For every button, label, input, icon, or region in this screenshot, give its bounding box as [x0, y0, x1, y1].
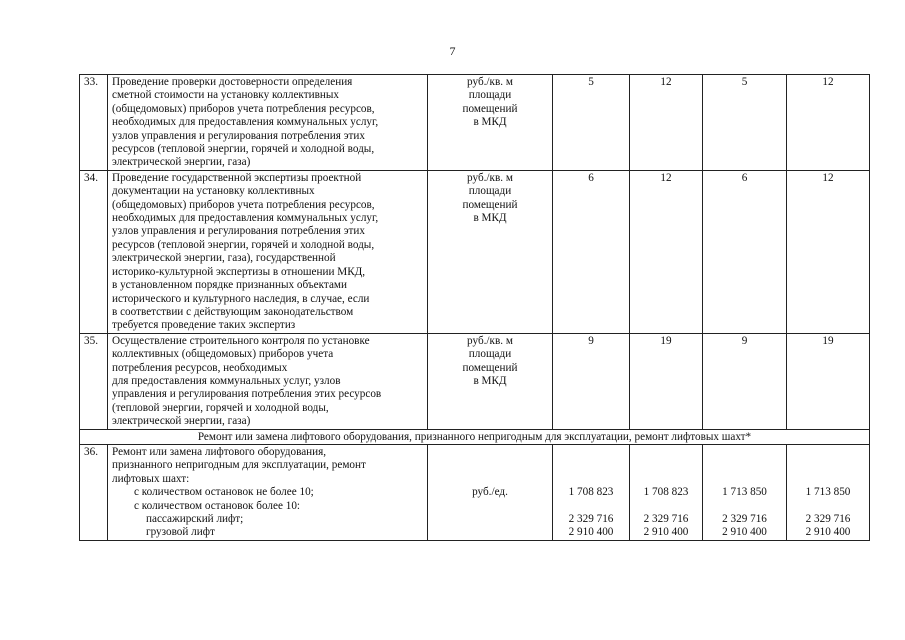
page-number: 7: [449, 44, 456, 58]
description-line: необходимых для предоставления коммунальных услуг,: [112, 212, 379, 225]
description-line: в установленном порядке признанных объектами: [112, 279, 347, 292]
unit-line: помещений: [462, 361, 518, 374]
unit-line: помещений: [462, 102, 518, 115]
row-number: 35.: [80, 333, 108, 429]
value-cell: [553, 444, 630, 540]
value-up-to-10: 1 708 823: [643, 486, 689, 499]
row-number: 33.: [80, 75, 108, 171]
unit-line: руб./кв. м: [467, 76, 513, 88]
unit-line: руб./ед.: [472, 486, 508, 499]
tariff-table: [79, 74, 870, 541]
sub-item-up-to-10-stops: с количеством остановок не более 10;: [134, 486, 314, 499]
value-cell: 5: [703, 75, 787, 171]
description-line: историко-культурной экспертизы в отношении МКД,: [112, 265, 366, 278]
unit-cell: [428, 75, 553, 171]
value-passenger: 2 329 716: [643, 513, 689, 525]
value-cell: 12: [630, 75, 703, 171]
unit-line: в МКД: [473, 212, 507, 225]
table-row-35: [80, 333, 870, 429]
value-cell: 6: [553, 170, 630, 333]
value-cell: 12: [630, 170, 703, 333]
value-up-to-10: 1 708 823: [568, 486, 614, 499]
value-cell: [787, 444, 870, 540]
table-row-36: [80, 444, 870, 540]
unit-line: в МКД: [473, 116, 507, 129]
sub-item-over-10-stops: с количеством остановок более 10:: [134, 499, 301, 512]
value-up-to-10: 1 713 850: [805, 486, 851, 499]
description-line: узлов управления и регулирования потребления этих: [112, 129, 365, 142]
sub-item-passenger-lift: пассажирский лифт;: [146, 513, 244, 525]
description-line: необходимых для предоставления коммунальных услуг,: [112, 116, 379, 129]
value-cell: [703, 444, 787, 540]
description-line: исторического и культурного наследия, в случае, если: [112, 292, 370, 305]
value-cell: 12: [787, 75, 870, 171]
table-row-34: [80, 170, 870, 333]
value-cell: 9: [703, 333, 787, 429]
value-cell: 6: [703, 170, 787, 333]
value-freight: 2 910 400: [722, 526, 767, 539]
description-line: лифтовых шахт:: [112, 472, 190, 485]
value-cell: 19: [630, 333, 703, 429]
description-line: электрической энергии, газа): [112, 156, 251, 169]
description-line: электрической энергии, газа), государственной: [112, 252, 336, 265]
description-line: потребления ресурсов, необходимых: [112, 361, 288, 374]
value-up-to-10: 1 713 850: [722, 486, 767, 499]
value-cell: 12: [787, 170, 870, 333]
description-line: Проведение государственной экспертизы проектной: [112, 171, 362, 184]
description-line: признанного непригодным для эксплуатации, ремонт: [112, 459, 366, 472]
unit-cell: [428, 333, 553, 429]
description-line: сметной стоимости на установку коллективных: [112, 89, 339, 102]
unit-line: площади: [468, 348, 512, 361]
row-description: [108, 444, 428, 540]
table-row-33: [80, 75, 870, 171]
unit-line: помещений: [462, 198, 518, 211]
unit-line: руб./кв. м: [467, 171, 513, 184]
description-line: Осуществление строительного контроля по установке: [112, 334, 370, 347]
description-line: ресурсов (тепловой энергии, горячей и холодной воды,: [112, 238, 375, 251]
row-description: [108, 170, 428, 333]
row-number: 36.: [80, 444, 108, 540]
value-freight: 2 910 400: [805, 526, 851, 539]
description-line: для предоставления коммунальных услуг, узлов: [112, 374, 341, 387]
description-line: (общедомовых) приборов учета потребления ресурсов,: [112, 198, 375, 211]
value-cell: 19: [787, 333, 870, 429]
sub-item-freight-lift: грузовой лифт: [146, 526, 215, 539]
unit-line: руб./кв. м: [467, 334, 513, 347]
description-line: в соответствии с действующим законодательством: [112, 305, 354, 318]
section-heading-row: [80, 429, 870, 444]
description-line: документации на установку коллективных: [112, 185, 315, 198]
unit-line: площади: [468, 185, 512, 198]
description-line: управления и регулирования потребления этих ресурсов: [112, 388, 382, 401]
value-passenger: 2 329 716: [722, 513, 767, 525]
value-passenger: 2 329 716: [568, 513, 614, 525]
description-line: Ремонт или замена лифтового оборудования,: [112, 445, 327, 458]
value-cell: 5: [553, 75, 630, 171]
description-line: (общедомовых) приборов учета потребления ресурсов,: [112, 102, 375, 115]
row-description: [108, 333, 428, 429]
unit-cell: [428, 444, 553, 540]
value-passenger: 2 329 716: [805, 513, 851, 525]
description-line: узлов управления и регулирования потребления этих: [112, 225, 365, 238]
description-line: электрической энергии, газа): [112, 415, 251, 428]
value-cell: [630, 444, 703, 540]
description-line: ресурсов (тепловой энергии, горячей и холодной воды,: [112, 143, 375, 156]
value-cell: 9: [553, 333, 630, 429]
unit-line: площади: [468, 89, 512, 102]
description-line: Проведение проверки достоверности определения: [112, 76, 353, 88]
row-description: [108, 75, 428, 171]
description-line: коллективных (общедомовых) приборов учета: [112, 348, 334, 361]
unit-cell: [428, 170, 553, 333]
description-line: (тепловой энергии, горячей и холодной воды,: [112, 401, 329, 414]
value-freight: 2 910 400: [568, 526, 614, 539]
description-line: требуется проведение таких экспертиз: [112, 319, 296, 332]
row-number: 34.: [80, 170, 108, 333]
unit-line: в МКД: [473, 374, 507, 387]
section-title: Ремонт или замена лифтового оборудования, признанного непригодным для эксплуатации, ремонт лифтовых шахт*: [80, 429, 870, 444]
value-freight: 2 910 400: [643, 526, 689, 539]
